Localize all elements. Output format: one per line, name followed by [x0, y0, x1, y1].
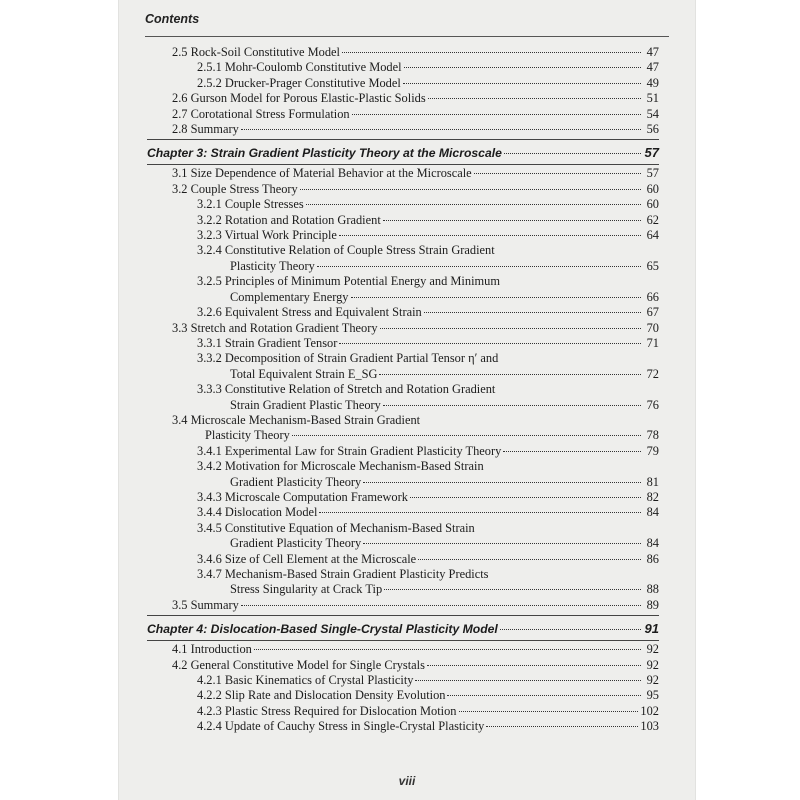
toc-section-entry [147, 658, 659, 673]
table-of-contents [147, 45, 659, 735]
toc-entry-title: 4.2.3 Plastic Stress Required for Dislocation Motion [197, 703, 457, 718]
toc-entry-continuation: Gradient Plasticity Theory [230, 536, 362, 551]
dot-leader [383, 405, 641, 406]
toc-page-number: 92 [646, 642, 659, 657]
book-page [118, 0, 696, 800]
dot-leader [379, 374, 641, 375]
toc-entry-continuation: Gradient Plasticity Theory [230, 474, 362, 489]
toc-page-number: 47 [646, 60, 659, 75]
toc-entry-continuation: Plasticity Theory [230, 258, 315, 273]
chapter-rule-top [147, 139, 659, 140]
dot-leader [404, 67, 641, 68]
toc-page-number: 76 [646, 397, 659, 412]
dot-leader [319, 512, 641, 513]
toc-entry-title: 3.4.5 Constitutive Equation of Mechanism-Based Strain [197, 520, 475, 535]
toc-entry-title: 2.6 Gurson Model for Porous Elastic-Plastic Solids [172, 91, 426, 106]
toc-entry-title: 2.7 Corotational Stress Formulation [172, 106, 350, 121]
toc-section-entry [147, 182, 659, 197]
toc-section-entry [147, 45, 659, 60]
toc-subsection-entry [147, 490, 659, 505]
toc-page-number: 92 [646, 657, 659, 672]
toc-page-number: 65 [646, 258, 659, 273]
dot-leader [504, 153, 641, 154]
toc-entry-title: 3.2 Couple Stress Theory [172, 181, 298, 196]
dot-leader [241, 605, 641, 606]
toc-page-number: 95 [646, 688, 659, 703]
toc-entry-title: 2.8 Summary [172, 122, 239, 137]
toc-entry-title: Chapter 4: Dislocation-Based Single-Crystal Plasticity Model [147, 622, 498, 637]
toc-entry-title: 4.1 Introduction [172, 642, 252, 657]
dot-leader [486, 726, 638, 727]
toc-entry-title: 3.3.1 Strain Gradient Tensor [197, 335, 338, 350]
toc-page-number: 103 [640, 719, 659, 734]
dot-leader [424, 312, 641, 313]
dot-leader [447, 695, 641, 696]
toc-page-number: 78 [646, 428, 659, 443]
toc-entry-title: 3.4.7 Mechanism-Based Strain Gradient Plasticity Predicts [197, 567, 489, 581]
toc-subsection-entry [147, 505, 659, 520]
toc-page-number: 84 [646, 505, 659, 520]
chapter-rule-top [147, 615, 659, 616]
toc-entry-title: 3.4.6 Size of Cell Element at the Microscale [197, 551, 417, 566]
toc-chapter-entry [147, 620, 659, 638]
toc-page-number: 88 [646, 582, 659, 597]
dot-leader [383, 220, 641, 221]
toc-entry-title: 3.3.2 Decomposition of Strain Gradient Partial Tensor η′ and [197, 351, 499, 366]
toc-page-number: 71 [646, 335, 659, 350]
toc-subsection-entry [147, 459, 659, 490]
toc-page-number: 82 [646, 489, 659, 504]
toc-page-number: 79 [646, 443, 659, 458]
toc-page-number: 102 [640, 703, 659, 718]
toc-page-number: 56 [646, 122, 659, 137]
dot-leader [403, 83, 641, 84]
dot-leader [351, 297, 642, 298]
toc-page-number: 47 [646, 45, 659, 59]
dot-leader [418, 559, 641, 560]
toc-entry-title: 3.4.4 Dislocation Model [197, 505, 318, 520]
toc-subsection-entry [147, 521, 659, 552]
dot-leader [459, 711, 639, 712]
toc-entry-title: 3.2.4 Constitutive Relation of Couple Stress Strain Gradient [197, 243, 495, 258]
toc-page-number: 70 [646, 320, 659, 335]
toc-entry-title: 4.2 General Constitutive Model for Single Crystals [172, 657, 425, 672]
dot-leader [427, 665, 641, 666]
toc-page-number: 72 [646, 366, 659, 381]
toc-entry-title: 3.4 Microscale Mechanism-Based Strain Gradient [172, 412, 421, 427]
dot-leader [300, 189, 641, 190]
toc-subsection-entry [147, 243, 659, 274]
toc-page-number: 67 [646, 305, 659, 320]
dot-leader [363, 482, 641, 483]
toc-section-entry [147, 122, 659, 137]
toc-section-entry [147, 91, 659, 106]
dot-leader [317, 266, 641, 267]
toc-entry-title: 4.2.2 Slip Rate and Dislocation Density Evolution [197, 688, 446, 703]
toc-entry-title: 3.2.1 Couple Stresses [197, 197, 304, 212]
dot-leader [363, 543, 641, 544]
toc-entry-title: 3.1 Size Dependence of Material Behavior at the Microscale [172, 166, 472, 181]
dot-leader [410, 497, 641, 498]
dot-leader [428, 98, 641, 99]
toc-page-number: 60 [646, 197, 659, 212]
running-head: Contents [145, 12, 200, 26]
toc-subsection-entry [147, 444, 659, 459]
toc-subsection-entry [147, 552, 659, 567]
dot-leader [474, 173, 641, 174]
toc-entry-title: 3.2.2 Rotation and Rotation Gradient [197, 212, 381, 227]
toc-entry-title: 3.4.3 Microscale Computation Framework [197, 489, 408, 504]
toc-page-number: 49 [646, 75, 659, 90]
toc-entry-continuation: Strain Gradient Plastic Theory [230, 397, 381, 412]
toc-page-number: 51 [646, 91, 659, 106]
toc-entry-continuation: Complementary Energy [230, 289, 349, 304]
toc-entry-title: 3.3.3 Constitutive Relation of Stretch and Rotation Gradient [197, 382, 496, 397]
header-rule [145, 36, 669, 37]
toc-entry-title: 3.2.6 Equivalent Stress and Equivalent Strain [197, 305, 422, 320]
toc-subsection-entry [147, 305, 659, 320]
toc-entry-title: 2.5.1 Mohr-Coulomb Constitutive Model [197, 60, 402, 75]
toc-page-number: 57 [644, 145, 659, 161]
toc-page-number: 89 [646, 597, 659, 612]
toc-page-number: 66 [646, 289, 659, 304]
toc-page-number: 91 [644, 621, 659, 637]
toc-page-number: 54 [646, 106, 659, 121]
toc-subsection-entry [147, 197, 659, 212]
toc-section-entry [147, 321, 659, 336]
toc-subsection-entry [147, 213, 659, 228]
toc-subsection-entry [147, 704, 659, 719]
dot-leader [500, 629, 641, 630]
toc-page-number: 62 [646, 212, 659, 227]
dot-leader [503, 451, 641, 452]
toc-subsection-entry [147, 336, 659, 351]
toc-entry-title: 2.5 Rock-Soil Constitutive Model [172, 45, 340, 59]
toc-page-number: 64 [646, 228, 659, 243]
toc-subsection-entry [147, 76, 659, 91]
toc-subsection-entry [147, 567, 659, 598]
dot-leader [254, 649, 641, 650]
toc-page-number: 84 [646, 536, 659, 551]
toc-section-entry [147, 642, 659, 657]
toc-subsection-entry [147, 382, 659, 413]
chapter-rule-bottom [147, 164, 659, 165]
toc-page-number: 86 [646, 551, 659, 566]
toc-entry-title: 3.4.1 Experimental Law for Strain Gradient Plasticity Theory [197, 443, 502, 458]
toc-entry-title: 3.5 Summary [172, 597, 239, 612]
dot-leader [384, 589, 641, 590]
toc-entry-title: 3.2.3 Virtual Work Principle [197, 228, 337, 243]
dot-leader [339, 235, 641, 236]
dot-leader [352, 114, 641, 115]
toc-section-entry [147, 413, 659, 444]
toc-subsection-entry [147, 60, 659, 75]
toc-page-number: 92 [646, 673, 659, 688]
toc-entry-title: 3.4.2 Motivation for Microscale Mechanism-Based Strain [197, 459, 484, 474]
toc-subsection-entry [147, 673, 659, 688]
toc-section-entry [147, 166, 659, 181]
dot-leader [380, 328, 641, 329]
toc-subsection-entry [147, 274, 659, 305]
toc-section-entry [147, 107, 659, 122]
toc-subsection-entry [147, 719, 659, 734]
toc-entry-title: 3.2.5 Principles of Minimum Potential Energy and Minimum [197, 274, 500, 289]
toc-subsection-entry [147, 688, 659, 703]
dot-leader [292, 435, 641, 436]
toc-entry-continuation: Plasticity Theory [205, 428, 290, 443]
toc-entry-title: 4.2.1 Basic Kinematics of Crystal Plasticity [197, 673, 414, 688]
toc-entry-title: 2.5.2 Drucker-Prager Constitutive Model [197, 75, 401, 90]
dot-leader [342, 52, 641, 53]
dot-leader [241, 129, 641, 130]
toc-entry-continuation: Total Equivalent Strain E_SG [230, 366, 378, 381]
toc-chapter-entry [147, 144, 659, 162]
toc-subsection-entry [147, 228, 659, 243]
toc-page-number: 57 [646, 166, 659, 181]
dot-leader [415, 680, 641, 681]
page-folio: viii [398, 774, 416, 788]
toc-page-number: 60 [646, 181, 659, 196]
toc-section-entry [147, 598, 659, 613]
toc-entry-title: 3.3 Stretch and Rotation Gradient Theory [172, 320, 378, 335]
toc-entry-title: Chapter 3: Strain Gradient Plasticity Theory at the Microscale [147, 146, 502, 161]
toc-entry-continuation: Stress Singularity at Crack Tip [230, 582, 383, 597]
toc-entry-title: 4.2.4 Update of Cauchy Stress in Single-Crystal Plasticity [197, 719, 485, 734]
dot-leader [339, 343, 641, 344]
chapter-rule-bottom [147, 640, 659, 641]
dot-leader [306, 204, 641, 205]
toc-subsection-entry [147, 351, 659, 382]
toc-page-number: 81 [646, 474, 659, 489]
